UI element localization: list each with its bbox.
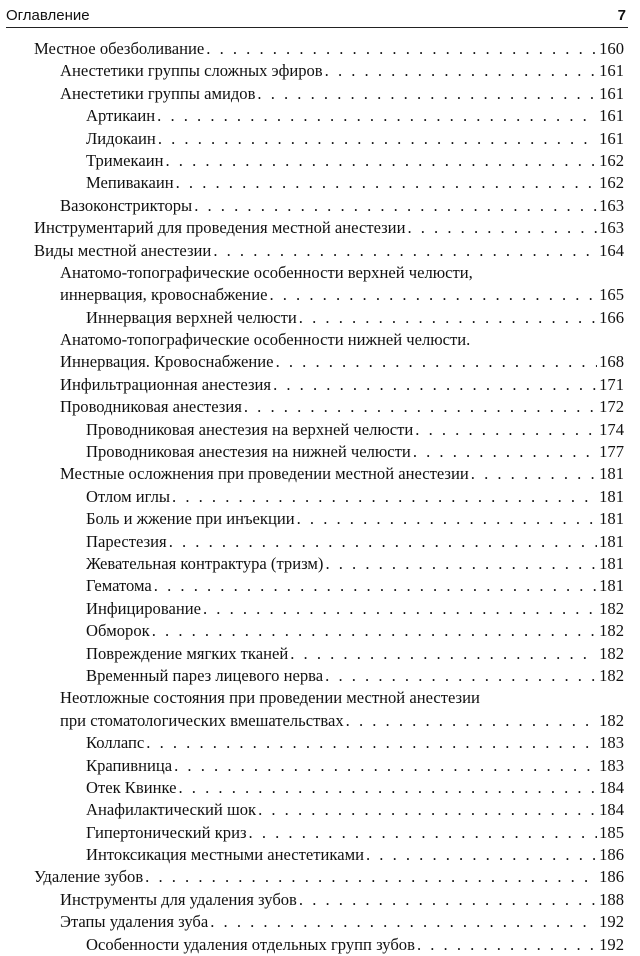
toc-page-number: 165 — [599, 285, 624, 305]
toc-entry-title: Мепивакаин — [86, 173, 174, 193]
toc-entry-row — [60, 374, 624, 396]
toc-entry[interactable] — [0, 396, 640, 418]
toc-page-number: 162 — [599, 150, 624, 170]
toc-entry[interactable] — [0, 284, 640, 306]
toc-entry-title: Тримекаин — [86, 150, 164, 170]
dot-leader — [165, 150, 597, 172]
dot-leader — [206, 38, 597, 60]
dot-leader — [176, 172, 598, 194]
toc-entry[interactable] — [0, 665, 640, 687]
toc-entry-row — [86, 934, 624, 956]
toc-entry-row — [60, 911, 624, 933]
toc-entry-title: Проводниковая анестезия — [60, 397, 242, 417]
toc-page-number: 172 — [599, 397, 624, 417]
toc-entry[interactable] — [0, 799, 640, 821]
toc-entry-title: Вазоконстрикторы — [60, 195, 193, 215]
dot-leader — [152, 620, 597, 642]
toc-entry-title: Жевательная контрактура (тризм) — [86, 553, 324, 573]
toc-entry-title-line1: Анатомо-топографические особенности нижней челюсти. — [60, 330, 471, 350]
toc-page-number: 185 — [599, 822, 624, 842]
toc-entry-row — [86, 598, 624, 620]
toc-entry-row — [86, 575, 624, 597]
toc-entry-title: Инструментарий для проведения местной анестезии — [34, 218, 406, 238]
dot-leader — [249, 822, 598, 844]
toc-page-number: 181 — [599, 553, 624, 573]
toc-entry-row — [86, 643, 624, 665]
toc-page-number: 184 — [599, 777, 624, 797]
dot-leader — [407, 217, 597, 239]
dot-leader — [258, 799, 597, 821]
toc-entry-row — [34, 866, 624, 888]
toc-entry[interactable] — [0, 844, 640, 866]
toc-page-number: 192 — [599, 912, 624, 932]
toc-entry-title: Виды местной анестезии — [34, 240, 212, 260]
toc-entry[interactable] — [0, 307, 640, 329]
toc-entry-title: иннервация, кровоснабжение — [60, 285, 268, 305]
toc-entry[interactable] — [0, 553, 640, 575]
toc-page-number: 171 — [599, 374, 624, 394]
toc-entry[interactable] — [0, 710, 640, 732]
toc-entry-title: Анафилактический шок — [86, 800, 257, 820]
toc-page-number: 184 — [599, 800, 624, 820]
dot-leader — [174, 755, 597, 777]
dot-leader — [471, 463, 597, 485]
dot-leader — [203, 598, 597, 620]
toc-entry-row — [60, 889, 624, 911]
toc-entry[interactable] — [0, 240, 640, 262]
toc-entry[interactable] — [0, 128, 640, 150]
toc-entry-row — [86, 150, 624, 172]
dot-leader — [194, 195, 597, 217]
dot-leader — [169, 531, 597, 553]
toc-entry[interactable] — [0, 755, 640, 777]
toc-entry[interactable] — [0, 60, 640, 82]
toc-entry[interactable] — [0, 463, 640, 485]
toc-entry-title: Этапы удаления зуба — [60, 912, 209, 932]
toc-page-number: 182 — [599, 643, 624, 663]
dot-leader — [269, 284, 597, 306]
toc-entry-title: Анестетики группы амидов — [60, 83, 256, 103]
toc-entry-row — [86, 441, 624, 463]
toc-entry-title: Иннервация. Кровоснабжение — [60, 352, 274, 372]
toc-entry[interactable] — [0, 575, 640, 597]
toc-entry[interactable] — [0, 217, 640, 239]
toc-entry[interactable] — [0, 38, 640, 60]
toc-page-number: 181 — [599, 464, 624, 484]
dot-leader — [417, 934, 597, 956]
toc-entry-title-line1: Анатомо-топографические особенности верхней челюсти, — [60, 262, 473, 282]
table-of-contents — [0, 38, 640, 956]
section-title: Оглавление — [6, 7, 90, 24]
toc-entry-row — [60, 710, 624, 732]
toc-page-number: 163 — [599, 195, 624, 215]
toc-entry-row — [86, 799, 624, 821]
toc-entry-title: Гипертонический криз — [86, 822, 247, 842]
toc-page-number: 164 — [599, 240, 624, 260]
toc-entry-title: Инструменты для удаления зубов — [60, 889, 297, 909]
toc-entry-title: Анестетики группы сложных эфиров — [60, 61, 323, 81]
toc-entry-row — [60, 195, 624, 217]
toc-entry[interactable] — [0, 105, 640, 127]
dot-leader — [276, 351, 598, 373]
toc-entry[interactable] — [0, 643, 640, 665]
toc-entry[interactable] — [0, 195, 640, 217]
dot-leader — [146, 732, 597, 754]
toc-entry-title: Повреждение мягких тканей — [86, 643, 289, 663]
toc-entry-title: Отлом иглы — [86, 486, 171, 506]
dot-leader — [213, 240, 597, 262]
toc-page-number: 161 — [599, 83, 624, 103]
toc-page-number: 181 — [599, 486, 624, 506]
toc-entry-title: Коллапс — [86, 733, 145, 753]
toc-entry-title: Инфильтрационная анестезия — [60, 374, 272, 394]
toc-page-number: 181 — [599, 576, 624, 596]
dot-leader — [299, 307, 597, 329]
toc-entry-title: Боль и жжение при инъекции — [86, 509, 295, 529]
toc-entry-title: Крапивница — [86, 755, 173, 775]
dot-leader — [299, 889, 597, 911]
dot-leader — [273, 374, 597, 396]
toc-entry-title: Гематома — [86, 576, 152, 596]
toc-entry[interactable] — [0, 441, 640, 463]
toc-entry-row — [86, 755, 624, 777]
dot-leader — [158, 128, 597, 150]
toc-entry-title: Временный парез лицевого нерва — [86, 665, 324, 685]
dot-leader — [297, 508, 598, 530]
toc-entry-title: Местные осложнения при проведении местной анестезии — [60, 464, 469, 484]
toc-entry-title: Особенности удаления отдельных групп зубов — [86, 934, 415, 954]
toc-entry-title: Лидокаин — [86, 128, 156, 148]
toc-entry[interactable] — [0, 351, 640, 373]
toc-entry-row — [34, 217, 624, 239]
toc-entry-row — [34, 240, 624, 262]
toc-entry[interactable] — [0, 598, 640, 620]
toc-entry-row — [86, 172, 624, 194]
toc-entry-row — [60, 463, 624, 485]
toc-page-number: 161 — [599, 128, 624, 148]
toc-page-number: 186 — [599, 867, 624, 887]
toc-entry[interactable] — [0, 620, 640, 642]
toc-entry-row — [86, 486, 624, 508]
toc-page-number: 174 — [599, 419, 624, 439]
dot-leader — [415, 419, 597, 441]
toc-entry-row — [60, 284, 624, 306]
toc-entry-title: Иннервация верхней челюсти — [86, 307, 297, 327]
toc-page-number: 182 — [599, 710, 624, 730]
toc-page-number: 162 — [599, 173, 624, 193]
toc-entry[interactable] — [0, 889, 640, 911]
toc-entry-row — [34, 38, 624, 60]
toc-page-number: 160 — [599, 39, 624, 58]
toc-entry[interactable] — [0, 822, 640, 844]
toc-entry-row — [60, 351, 624, 373]
toc-page-number: 177 — [599, 442, 624, 462]
toc-entry[interactable] — [0, 172, 640, 194]
dot-leader — [244, 396, 597, 418]
toc-page-number: 188 — [599, 889, 624, 909]
toc-entry-row — [60, 60, 624, 82]
toc-entry-title: при стоматологических вмешательствах — [60, 710, 344, 730]
toc-entry-title: Проводниковая анестезия на нижней челюсти — [86, 442, 411, 462]
toc-entry-row — [86, 620, 624, 642]
toc-entry-heading-line[interactable] — [0, 329, 640, 351]
toc-entry-title: Артикаин — [86, 106, 156, 126]
toc-entry-row — [60, 396, 624, 418]
toc-entry-heading-line[interactable] — [0, 687, 640, 709]
toc-entry-row — [86, 105, 624, 127]
toc-entry-title: Удаление зубов — [34, 867, 144, 887]
toc-entry-title: Отек Квинке — [86, 777, 177, 797]
toc-entry-heading-line[interactable] — [0, 262, 640, 284]
toc-entry-row — [60, 83, 624, 105]
toc-entry-row — [86, 844, 624, 866]
dot-leader — [290, 643, 597, 665]
toc-entry-row — [86, 531, 624, 553]
dot-leader — [366, 844, 597, 866]
toc-entry[interactable] — [0, 150, 640, 172]
toc-entry-title: Местное обезболивание — [34, 39, 205, 58]
toc-entry-title: Парестезия — [86, 531, 167, 551]
toc-entry-title: Инфицирование — [86, 598, 201, 618]
toc-entry-title: Обморок — [86, 621, 150, 641]
toc-entry[interactable] — [0, 374, 640, 396]
dot-leader — [154, 575, 597, 597]
toc-page-number: 182 — [599, 621, 624, 641]
toc-entry-title: Интоксикация местными анестетиками — [86, 845, 364, 865]
toc-entry-row — [86, 553, 624, 575]
toc-page-number: 182 — [599, 598, 624, 618]
toc-page-number: 192 — [599, 934, 624, 954]
toc-entry[interactable] — [0, 911, 640, 933]
toc-entry[interactable] — [0, 508, 640, 530]
toc-entry-row — [86, 508, 624, 530]
dot-leader — [257, 83, 597, 105]
toc-page-number: 186 — [599, 845, 624, 865]
dot-leader — [325, 60, 597, 82]
page-number: 7 — [617, 7, 626, 24]
toc-page-number: 181 — [599, 509, 624, 529]
dot-leader — [157, 105, 597, 127]
toc-entry-row — [86, 307, 624, 329]
toc-entry[interactable] — [0, 531, 640, 553]
toc-entry-row — [86, 128, 624, 150]
dot-leader — [346, 710, 597, 732]
page-header — [6, 5, 628, 28]
toc-entry-title: Проводниковая анестезия на верхней челюсти — [86, 419, 414, 439]
toc-page-number: 181 — [599, 531, 624, 551]
toc-page-number: 168 — [599, 352, 624, 372]
toc-page-number: 183 — [599, 755, 624, 775]
toc-entry[interactable] — [0, 934, 640, 956]
toc-entry-row — [86, 777, 624, 799]
toc-entry[interactable] — [0, 419, 640, 441]
toc-entry-row — [86, 732, 624, 754]
toc-entry-row — [86, 822, 624, 844]
toc-page-number: 161 — [599, 61, 624, 81]
toc-page-number: 166 — [599, 307, 624, 327]
toc-entry[interactable] — [0, 777, 640, 799]
dot-leader — [325, 553, 597, 575]
dot-leader — [179, 777, 598, 799]
dot-leader — [413, 441, 597, 463]
dot-leader — [325, 665, 597, 687]
toc-entry[interactable] — [0, 83, 640, 105]
toc-entry[interactable] — [0, 486, 640, 508]
toc-page-number: 163 — [599, 218, 624, 238]
toc-entry-row — [86, 665, 624, 687]
toc-entry[interactable] — [0, 732, 640, 754]
dot-leader — [210, 911, 597, 933]
toc-entry[interactable] — [0, 866, 640, 888]
toc-page-number: 182 — [599, 665, 624, 685]
toc-entry-row — [86, 419, 624, 441]
toc-page-number: 161 — [599, 106, 624, 126]
toc-page-number: 183 — [599, 733, 624, 753]
toc-entry-title-line1: Неотложные состояния при проведении местной анестезии — [60, 688, 480, 708]
dot-leader — [145, 866, 597, 888]
dot-leader — [172, 486, 597, 508]
